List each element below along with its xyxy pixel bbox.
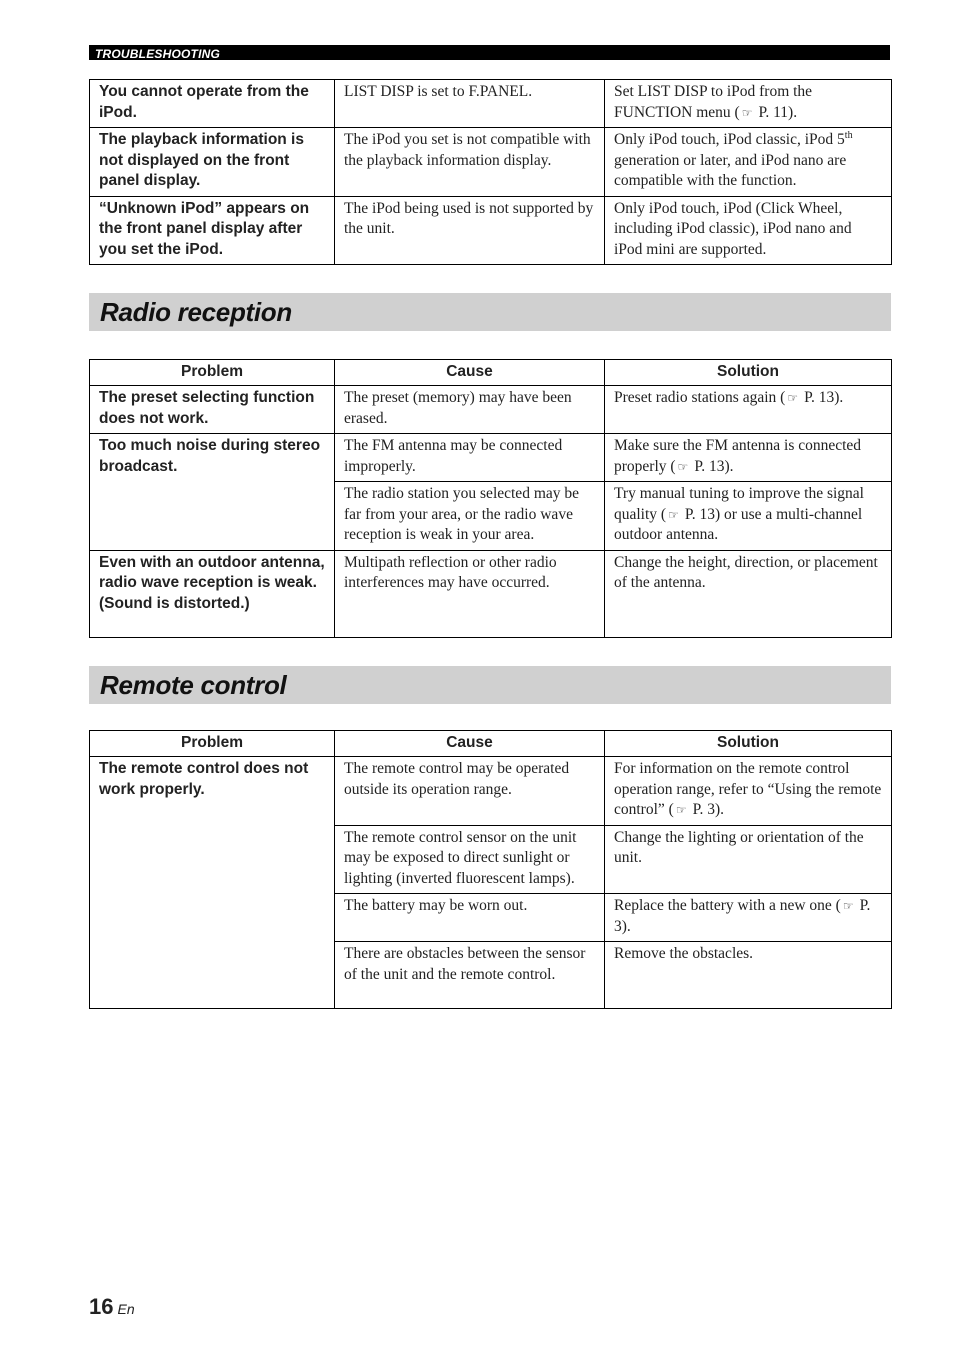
table-header-row — [90, 731, 892, 757]
page-number — [89, 1294, 135, 1320]
cause-cell: The FM antenna may be connected improperly. — [335, 434, 605, 482]
page-reference: P. 11). — [758, 103, 798, 121]
cause-cell: The battery may be worn out. — [335, 894, 605, 942]
column-header-cause: Cause — [335, 731, 605, 757]
ordinal-suffix: th — [844, 129, 853, 141]
solution-text: For information on the remote control operation range, refer to “Using the remote control” ( — [614, 760, 882, 818]
problem-cell: The remote control does not work properly. — [90, 757, 335, 1009]
solution-cell — [605, 434, 892, 482]
solution-text: Set LIST DISP to iPod from the FUNCTION menu ( — [614, 83, 813, 121]
pointing-hand-icon: ☞ — [675, 803, 687, 817]
remote-control-section-bar — [89, 666, 891, 704]
table-row — [90, 434, 892, 482]
cause-cell: The iPod being used is not supported by the unit. — [335, 196, 605, 265]
cause-cell: The iPod you set is not compatible with the playback information display. — [335, 128, 605, 197]
section-title: Remote control — [100, 670, 287, 700]
pointing-hand-icon: ☞ — [677, 459, 689, 474]
table-row — [90, 386, 892, 434]
solution-text: generation or later, and iPod nano are compatible with the function. — [614, 151, 847, 189]
section-header-bar — [89, 45, 890, 60]
page-reference: P. 3). — [692, 801, 725, 818]
solution-cell — [605, 80, 892, 128]
table-row — [90, 128, 892, 197]
section-title: Radio reception — [100, 297, 292, 327]
column-header-problem: Problem — [90, 731, 335, 757]
pointing-hand-icon: ☞ — [668, 507, 679, 522]
problem-cell: Too much noise during stereo broadcast. — [90, 434, 335, 551]
solution-cell: Only iPod touch, iPod (Click Wheel, including iPod classic), iPod nano and iPod mini are supported. — [605, 196, 892, 265]
table-row — [90, 550, 892, 637]
cause-cell: The remote control may be operated outside its operation range. — [335, 757, 605, 826]
pointing-hand-icon: ☞ — [741, 105, 753, 120]
page-reference: P. 13). — [694, 457, 734, 475]
ipod-troubleshooting-table — [89, 79, 892, 265]
solution-cell — [605, 128, 892, 197]
solution-text: Replace the battery with a new one ( — [614, 897, 841, 914]
problem-cell: The playback information is not displayed on the front panel display. — [90, 128, 335, 197]
solution-text: Make sure the FM antenna is connected properly ( — [614, 437, 862, 475]
solution-cell — [605, 757, 892, 826]
solution-text: Only iPod touch, iPod classic, iPod 5 — [614, 131, 845, 148]
cause-cell: LIST DISP is set to F.PANEL. — [335, 80, 605, 128]
table-header-row — [90, 360, 892, 386]
solution-cell — [605, 386, 892, 434]
page-reference: P. 13) or use a multi-channel outdoor antenna. — [614, 505, 863, 543]
cause-cell: The preset (memory) may have been erased. — [335, 386, 605, 434]
solution-cell — [605, 482, 892, 551]
page-reference: P. 13). — [804, 389, 844, 406]
cause-cell: The remote control sensor on the unit may be exposed to direct sunlight or lighting (inverted fluorescent lamps). — [335, 825, 605, 894]
column-header-solution: Solution — [605, 360, 892, 386]
table-row — [90, 196, 892, 265]
cause-cell: There are obstacles between the sensor of the unit and the remote control. — [335, 942, 605, 1009]
cause-cell: The radio station you selected may be far from your area, or the radio wave reception is weak in your area. — [335, 482, 605, 551]
problem-cell: Even with an outdoor antenna, radio wave reception is weak. (Sound is distorted.) — [90, 550, 335, 637]
solution-text: Try manual tuning to improve the signal quality ( — [614, 485, 864, 523]
page-language: En — [117, 1301, 135, 1317]
remote-troubleshooting-table — [89, 730, 892, 1009]
pointing-hand-icon: ☞ — [842, 899, 854, 913]
page-reference: P. 3). — [614, 897, 871, 935]
section-header-title: TROUBLESHOOTING — [95, 47, 220, 61]
radio-reception-section-bar — [89, 293, 891, 331]
column-header-solution: Solution — [605, 731, 892, 757]
solution-text: Preset radio stations again ( — [614, 389, 786, 406]
solution-cell: Change the height, direction, or placement of the antenna. — [605, 550, 892, 637]
pointing-hand-icon: ☞ — [787, 391, 799, 405]
column-header-cause: Cause — [335, 360, 605, 386]
cause-cell: Multipath reflection or other radio interferences may have occurred. — [335, 550, 605, 637]
table-row — [90, 80, 892, 128]
problem-cell: The preset selecting function does not work. — [90, 386, 335, 434]
solution-cell: Change the lighting or orientation of the unit. — [605, 825, 892, 894]
problem-cell: “Unknown iPod” appears on the front panel display after you set the iPod. — [90, 196, 335, 265]
page-number-value: 16 — [89, 1294, 114, 1319]
problem-cell: You cannot operate from the iPod. — [90, 80, 335, 128]
solution-cell — [605, 894, 892, 942]
solution-cell: Remove the obstacles. — [605, 942, 892, 1009]
column-header-problem: Problem — [90, 360, 335, 386]
radio-troubleshooting-table — [89, 359, 892, 638]
table-row — [90, 757, 892, 826]
